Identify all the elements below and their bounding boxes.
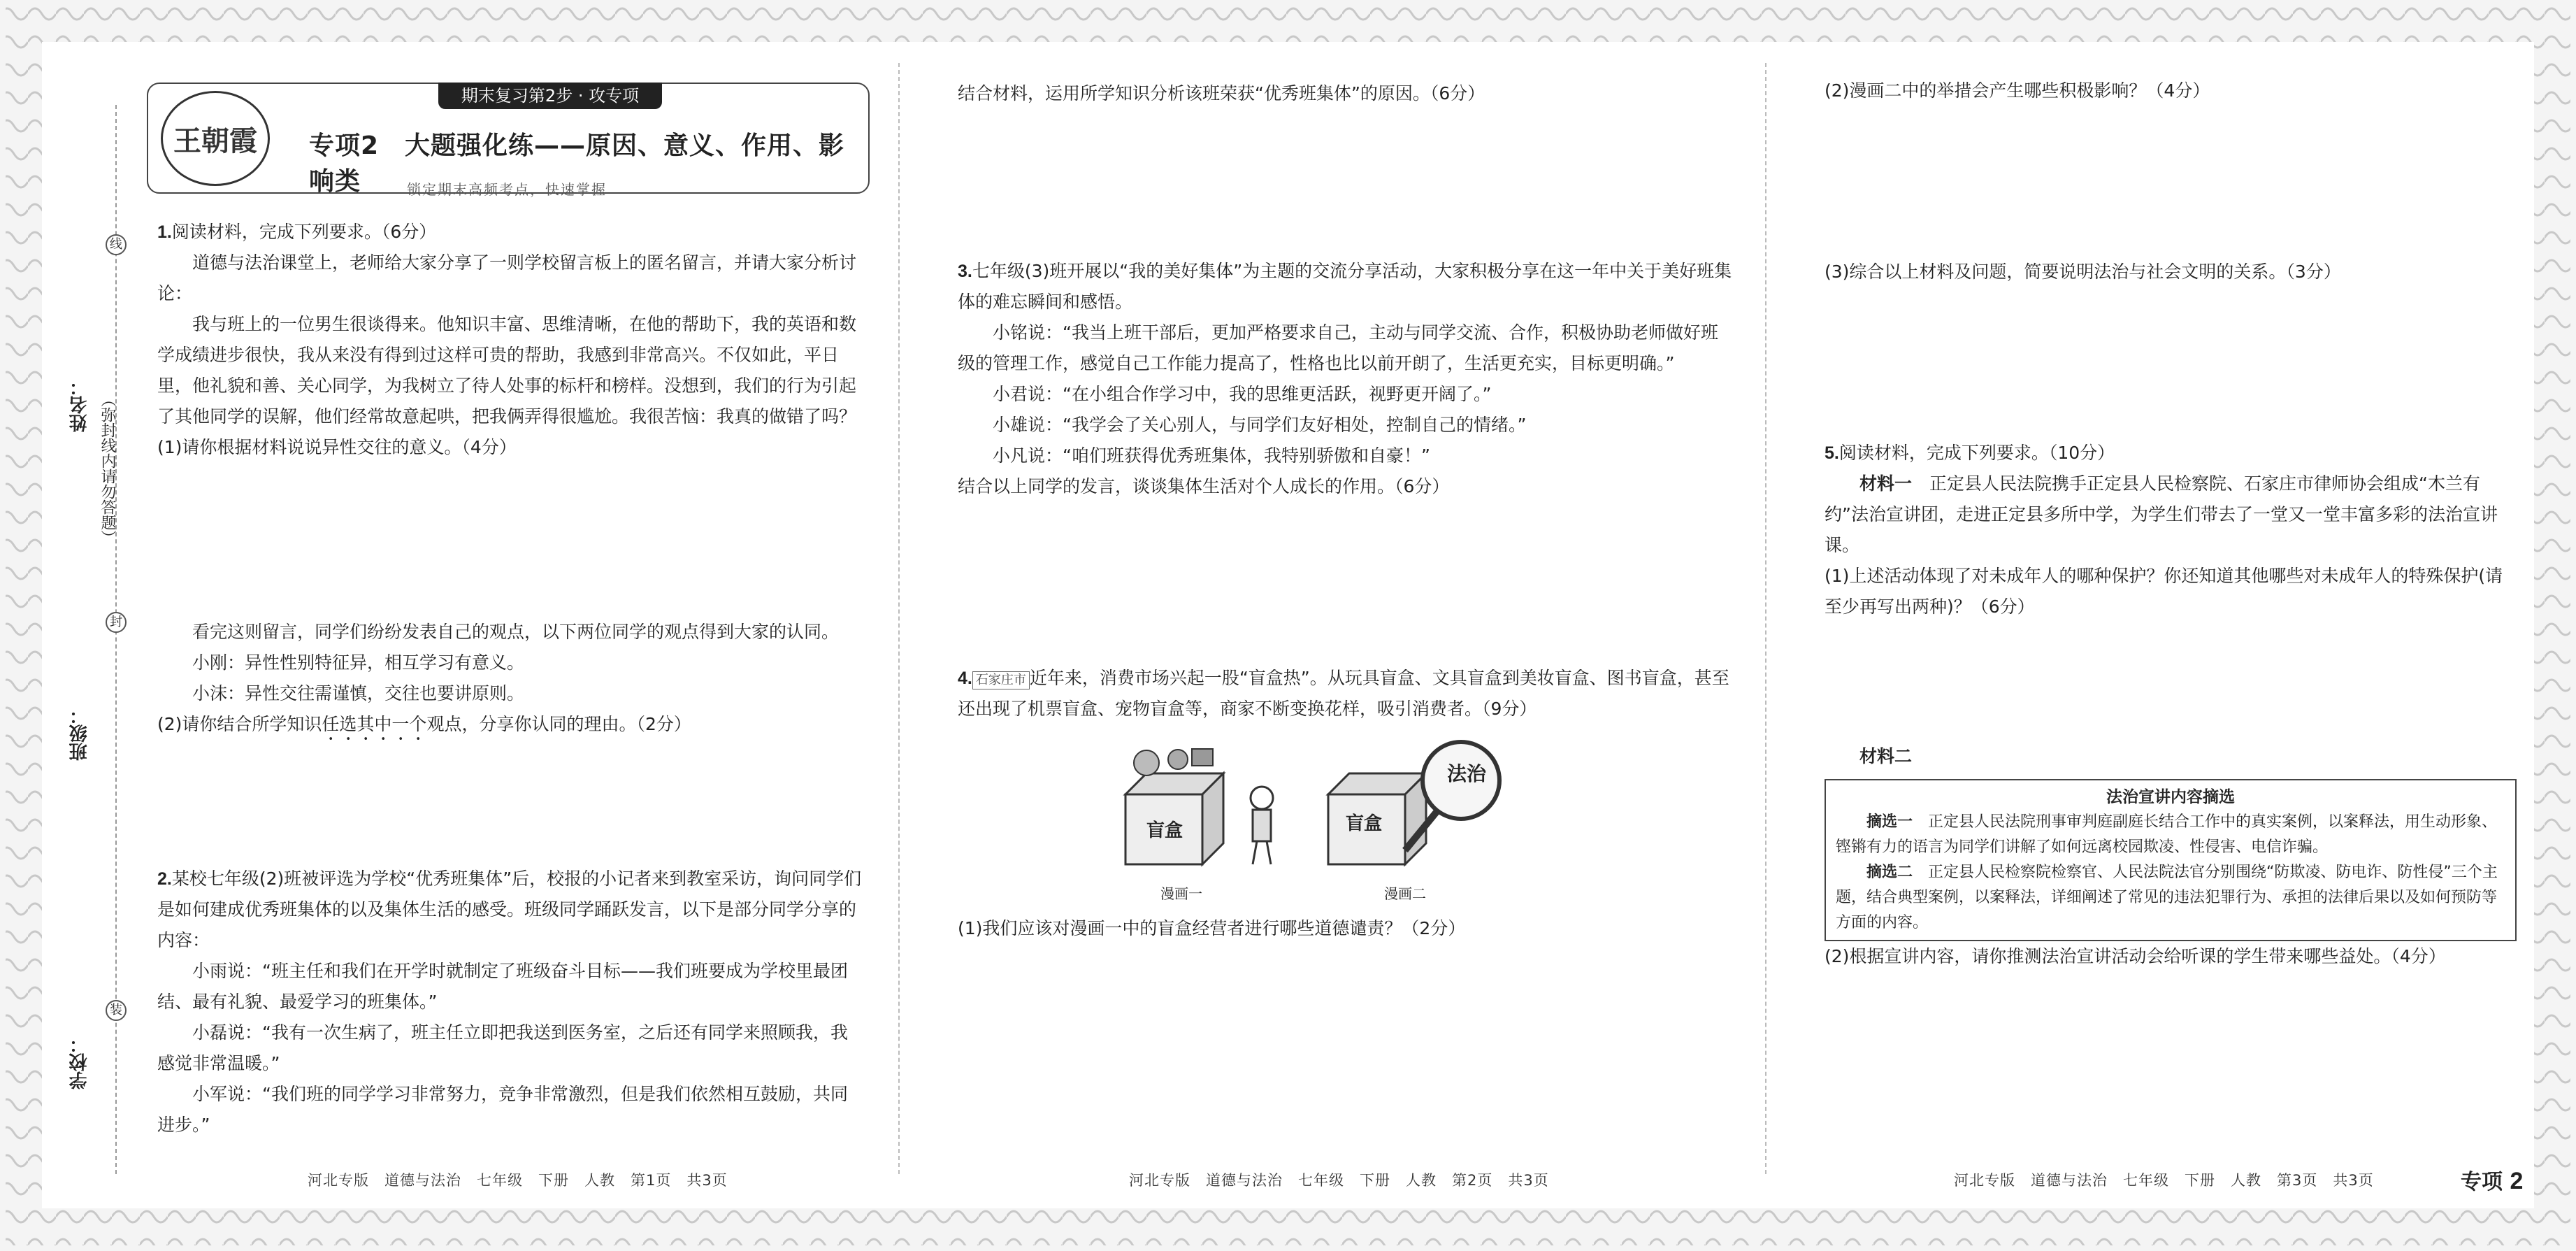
footer-page-1: 河北专版 道德与法治 七年级 下册 人教 第1页 共3页 — [308, 1172, 728, 1189]
q1-view-gang: 小刚：异性性别特征异，相互学习有意义。 — [192, 652, 525, 673]
question-5-head: 5.阅读材料，完成下列要求。（10分） — [1825, 443, 2115, 463]
q5-sub1: (1)上述活动体现了对未成年人的哪种保护？你还知道其他哪些对未成年人的特殊保护(请至少再写出两种)？（6分） — [1825, 566, 2503, 617]
cartoon-2-caption: 漫画二 — [1384, 885, 1426, 902]
q1-material-intro: 道德与法治课堂上，老师给大家分享了一则学校留言板上的匿名留言，并请大家分析讨论： — [157, 252, 857, 303]
q3-jun: 小君说：“在小组合作学习中，我的思维更活跃，视野更开阔了。” — [993, 384, 1492, 404]
q3-fan: 小凡说：“咱们班获得优秀班集体，我特别骄傲和自豪！” — [993, 445, 1430, 466]
column-3 — [1825, 76, 2517, 1188]
section-id: 专项 2 — [2461, 1168, 2524, 1194]
excerpt-title: 法治宣讲内容摘选 — [2106, 788, 2235, 806]
cartoon-2-lens-label: 法治 — [1447, 762, 1487, 785]
source-tag: 石家庄市 — [972, 671, 1030, 689]
answer-space — [1825, 287, 2517, 438]
header-subtitle: 锁定期末高频考点，快速掌握 — [407, 181, 607, 198]
footer-page-3: 河北专版 道德与法治 七年级 下册 人教 第3页 共3页 — [1954, 1172, 2374, 1189]
q4-sub1: (1)我们应该对漫画一中的盲盒经营者进行哪些道德谴责？（2分） — [958, 918, 1466, 938]
q1-view-mo: 小沫：异性交往需谨慎，交往也要讲原则。 — [192, 683, 525, 703]
q5-material-2-label: 材料二 — [1859, 746, 1913, 766]
page-title: 专项2 大题强化练——原因、意义、作用、影响类 — [309, 131, 845, 196]
cartoon-2 — [1314, 731, 1510, 871]
q2-yu: 小雨说：“班主任和我们在开学时就制定了班级奋斗目标——我们班要成为学校里最团结、最有礼貌、最爱学习的班集体。” — [157, 961, 848, 1012]
question-2-head: 2.某校七年级(2)班被评选为学校“优秀班集体”后，校报的小记者来到教室采访，询问同学们是如何建成优秀班集体的以及集体生活的感受。班级同学踊跃发言，以下是部分同学分享的内容： — [157, 868, 862, 950]
q1-sub1: (1)请你根据材料说说异性交往的意义。（4分） — [157, 437, 517, 457]
q2-sub: 结合材料，运用所学知识分析该班荣获“优秀班集体”的原因。（6分） — [958, 83, 1485, 103]
question-3-head: 3.七年级(3)班开展以“我的美好集体”为主题的交流分享活动，大家积极分享在这一年中关于美好班集体的难忘瞬间和感悟。 — [958, 261, 1732, 312]
binding-tag-seal: 封 — [106, 612, 127, 633]
q3-ming: 小铭说：“我当上班干部后，更加严格要求自己，主动与同学交流、合作，积极协助老师做好班级的管理工作，感觉自己工作能力提高了，性格也比以前开朗了，生活更充实，目标更明确。” — [958, 322, 1718, 373]
q1-material: 我与班上的一位男生很谈得来。他知识丰富、思维清晰，在他的帮助下，我的英语和数学成绩进步很快，我从来没有得到过这样可贵的帮助，我感到非常高兴。不仅如此，平日里，他礼貌和善、关心同学，为我树立了待人处事的标杆和榜样。没想到，我们的行为引起了其他同学的误解，他们经常故意起哄，把我俩弄得很尴尬。我很苦恼：我真的做错了吗？ — [157, 314, 857, 427]
question-4-head: 4. 石家庄市 近年来，消费市场兴起一股“盲盒热”。从玩具盲盒、文具盲盒到美妆盲盒、图书盲盒，甚至还出现了机票盲盒、宠物盲盒等，商家不断变换花样，吸引消费者。（9分） — [958, 668, 1729, 719]
q3-sub: 结合以上同学的发言，谈谈集体生活对个人成长的作用。（6分） — [958, 476, 1450, 496]
q4-sub2: (2)漫画二中的举措会产生哪些积极影响？（4分） — [1825, 80, 2210, 101]
section-header — [147, 83, 870, 194]
column-2 — [958, 78, 1734, 1188]
question-1-head: 1.阅读材料，完成下列要求。（6分） — [157, 222, 437, 242]
binding-note: （弥封线内请勿答题） — [99, 392, 116, 545]
column-divider — [1765, 63, 1766, 1174]
cartoon-1-caption: 漫画一 — [1160, 885, 1202, 902]
q2-jun: 小军说：“我们班的同学学习非常努力，竞争非常激烈，但是我们依然相互鼓励，共同进步。” — [157, 1084, 848, 1135]
q2-lei: 小磊说：“我有一次生病了，班主任立即把我送到医务室，之后还有同学来照顾我，我感觉非常温暖。” — [157, 1022, 848, 1073]
excerpt-2: 摘选二 正定县人民检察院检察官、人民法院法官分别围绕“防欺凌、防电诈、防性侵”三个主题，结合典型案例，以案释法，详细阐述了常见的违法犯罪行为、承担的法律后果以及如何预防等方面的内容。 — [1836, 864, 2498, 931]
class-label: 班级： — [69, 706, 90, 761]
answer-space — [958, 109, 1734, 256]
q5-material-1: 材料一 正定县人民法院携手正定县人民检察院、石家庄市律师协会组成“木兰有约”法治宣讲团，走进正定县多所中学，为学生们带去了一堂又一堂丰富多彩的法治宣讲课。 — [1825, 473, 2498, 555]
footer-page-2: 河北专版 道德与法治 七年级 下册 人教 第2页 共3页 — [1129, 1172, 1549, 1189]
excerpt-box — [1825, 779, 2517, 941]
binding-tag-bind: 装 — [106, 1000, 127, 1021]
binding-tag-line: 线 — [106, 234, 127, 255]
answer-space — [1825, 106, 2517, 257]
answer-space — [958, 502, 1734, 663]
cartoons — [1098, 731, 1734, 906]
cartoon-1-box-label: 盲盒 — [1146, 820, 1183, 841]
cartoon-2-box-label: 盲盒 — [1346, 813, 1383, 834]
q4-sub3: (3)综合以上材料及问题，简要说明法治与社会文明的关系。（3分） — [1825, 262, 2341, 282]
column-1 — [157, 217, 863, 1188]
answer-space — [157, 463, 863, 617]
name-label: 姓名： — [69, 378, 90, 432]
q3-xiong: 小雄说：“我学会了关心别人，与同学们友好相处，控制自己的情绪。” — [993, 415, 1527, 435]
q1-views-intro: 看完这则留言，同学们纷纷发表自己的观点，以下两位同学的观点得到大家的认同。 — [192, 622, 840, 642]
school-label: 学校： — [69, 1035, 90, 1089]
q5-sub2: (2)根据宣讲内容，请你推测法治宣讲活动会给听课的学生带来哪些益处。（4分） — [1825, 946, 2446, 966]
cartoon-1 — [1098, 731, 1293, 871]
excerpt-1: 摘选一 正定县人民法院刑事审判庭副庭长结合工作中的真实案例，以案释法，用生动形象、铿锵有力的语言为同学们讲解了如何远离校园欺凌、性侵害、电信诈骗。 — [1836, 813, 2498, 856]
q1-sub2: (2)请你结合所学知识任选其中一个观点，分享你认同的理由。（2分） — [157, 714, 691, 734]
brand-seal: 王朝霞 — [161, 91, 270, 186]
answer-space — [157, 745, 863, 864]
answer-space — [1825, 622, 2517, 741]
column-divider — [898, 63, 900, 1174]
header-tab: 期末复习第2步 · 攻专项 — [438, 83, 662, 109]
